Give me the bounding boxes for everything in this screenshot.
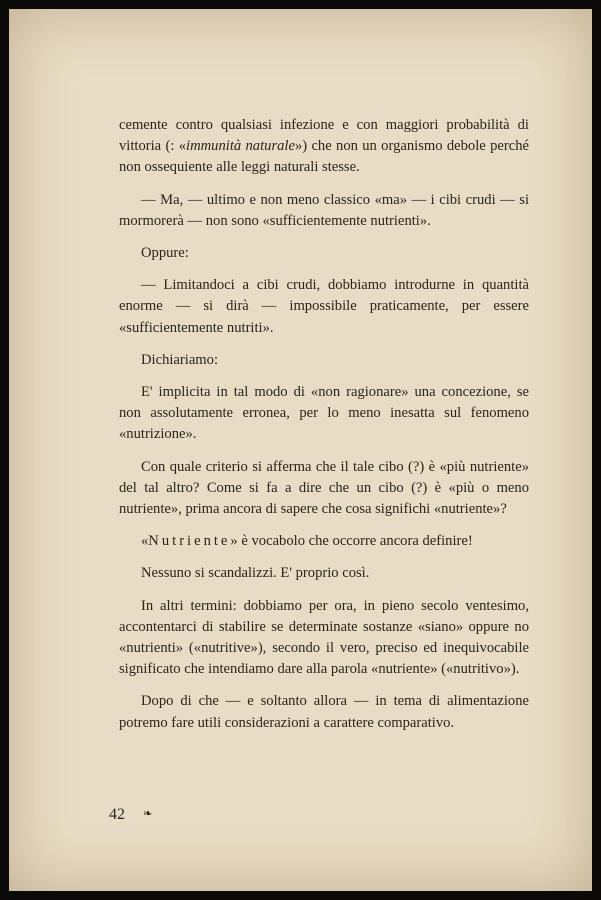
paragraph-5: Dichiariamo:	[141, 351, 218, 368]
spaced-word: Nutriente	[148, 533, 231, 550]
book-page	[9, 9, 592, 891]
italic-phrase: immunità naturale	[186, 138, 295, 155]
paragraph-3: Oppure:	[141, 245, 189, 262]
paragraph-4: — Limitandoci a cibi crudi, dobbiamo introdurne in quantità enorme — si dirà — impossibile praticamente, per essere «sufficientemente nutriti».	[119, 277, 529, 336]
quote-open: «	[141, 533, 149, 550]
paragraph-9: Nessuno si scandalizzi. E' proprio così.	[141, 565, 370, 582]
paragraph-1-text-end: ») che non un organismo debole perché non ossequiente alle leggi naturali stesse.	[119, 138, 529, 176]
paragraph-11: Dopo di che — e soltanto allora — in tema di alimentazione potremo fare utili considerazioni a carattere comparativo.	[119, 693, 529, 731]
paragraph-7: Con quale criterio si afferma che il tale cibo (?) è «più nutriente» del tal altro? Come si fa a dire che un cibo (?) è «più o meno nutriente», prima ancora di sapere che cosa significhi «nutriente»?	[119, 458, 529, 518]
paragraph-8	[119, 531, 529, 552]
ornament-icon: ❧	[143, 807, 153, 820]
paragraph-2: — Ma, — ultimo e non meno classico «ma» — i cibi crudi — si mormorerà — non sono «sufficientemente nutrienti».	[119, 191, 529, 229]
body-text	[119, 115, 529, 745]
page-number: 42	[109, 806, 125, 823]
paragraph-8-text: » è vocabolo che occorre ancora definire!	[230, 533, 473, 550]
paragraph-1-text: cemente contro qualsiasi infezione e con maggiori probabilità di vittoria (: «	[119, 117, 529, 155]
paragraph-1	[119, 115, 529, 179]
paragraph-6: E' implicita in tal modo di «non ragionare» una concezione, se non assolutamente erronea, per lo meno inesatta sul fenomeno «nutrizione».	[119, 384, 529, 443]
paragraph-10: In altri termini: dobbiamo per ora, in pieno secolo ventesimo, accontentarci di stabilire se determinate sostanze «siano» oppure no «nutrienti» («nutritive»), secondo il vero, preciso ed inequivocabile significato che intendiamo dare alla parola «nutriente» («nutritivo»).	[119, 597, 529, 678]
